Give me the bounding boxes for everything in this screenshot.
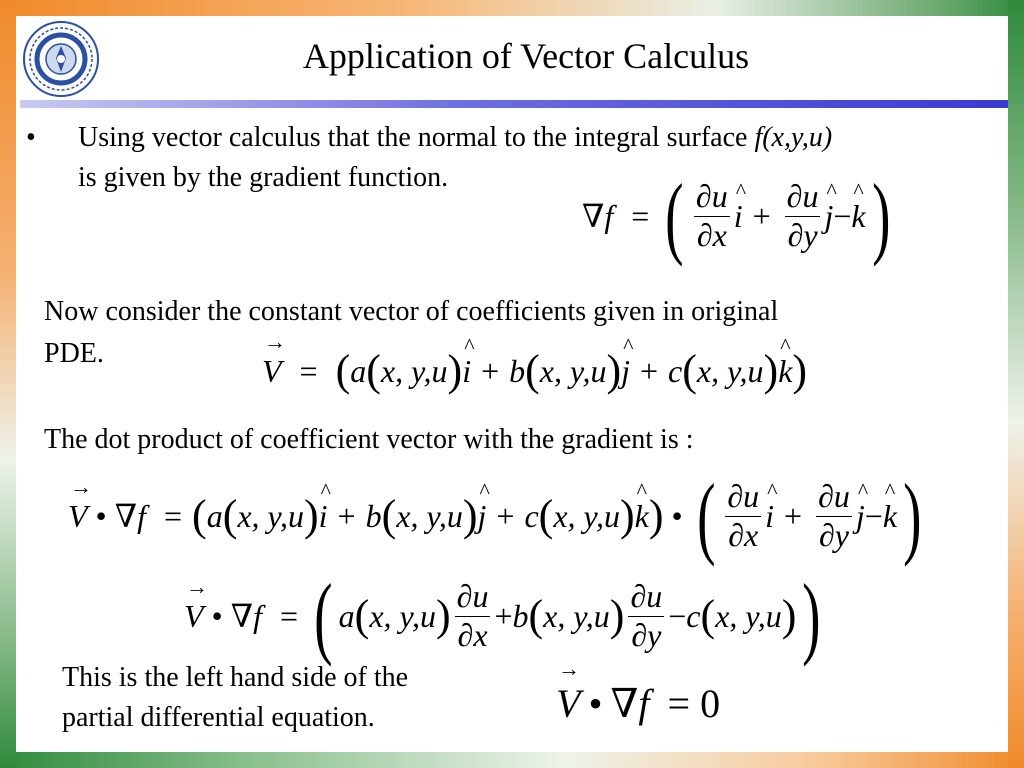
institute-emblem-icon bbox=[22, 20, 100, 98]
pde-equation: → V • ∇ f = 0 bbox=[556, 678, 720, 728]
paragraph-3: The dot product of coefficient vector with the gradient is : bbox=[44, 424, 694, 455]
slide bbox=[16, 16, 1008, 752]
gradient-equation: ∇ f = ( $\frac{\partial u}{\partial x}$ ^ i + $\frac{\partial u}{\partial y}$ ^ j − ^ k ) bbox=[582, 166, 896, 266]
border-left bbox=[0, 0, 16, 768]
bullet-line-1-text: Using vector calculus that the normal to the integral surface bbox=[78, 122, 755, 153]
paragraph-4-line-1: This is the left hand side of the bbox=[62, 662, 409, 693]
border-bottom bbox=[0, 752, 1024, 768]
dot-product-equation: → V • ∇ f = ( a ( x, y,u ) ^ i + b ( x, y,u ) ^ j + c ( x, y,u ) ^ k ) • ( $\frac{\partial u}{\partial x}$ ^ i + $\frac{\partial u}{\partial y}$ ^ j − ^ k ) bbox=[68, 466, 928, 566]
expanded-dot-product-equation: → V • ∇ f = ( a ( x, y,u ) $\frac{\partial u}{\partial x}$ + b ( x, y,u ) $\frac{\partial u}{\partial y}$ − c ( x, y,u ) ) bbox=[184, 566, 827, 666]
coefficient-vector-equation: → V = ( a ( x, y,u ) ^ i + b ( x, y,u ) ^ j + c ( x, y,u ) ^ k ) bbox=[262, 346, 807, 396]
paragraph-4-line-2: partial differential equation. bbox=[62, 702, 375, 733]
slide-title: Application of Vector Calculus bbox=[302, 36, 750, 76]
function-name: f(x,y,u) bbox=[754, 122, 833, 153]
paragraph-2-line-1: Now consider the constant vector of coefficients given in original bbox=[44, 296, 779, 327]
bullet-point: • bbox=[26, 122, 36, 153]
du-dy-fraction: $\frac{\partial u}{\partial y}$ bbox=[786, 177, 819, 253]
bullet-line-1 bbox=[78, 118, 832, 158]
paragraph-2-line-2: PDE. bbox=[44, 338, 104, 369]
title-underline bbox=[20, 100, 1008, 108]
border-top bbox=[0, 0, 1024, 16]
border-right bbox=[1008, 0, 1024, 768]
du-dx-fraction: $\frac{\partial u}{\partial x}$ bbox=[695, 177, 728, 253]
bullet-line-2: is given by the gradient function. bbox=[78, 162, 449, 193]
